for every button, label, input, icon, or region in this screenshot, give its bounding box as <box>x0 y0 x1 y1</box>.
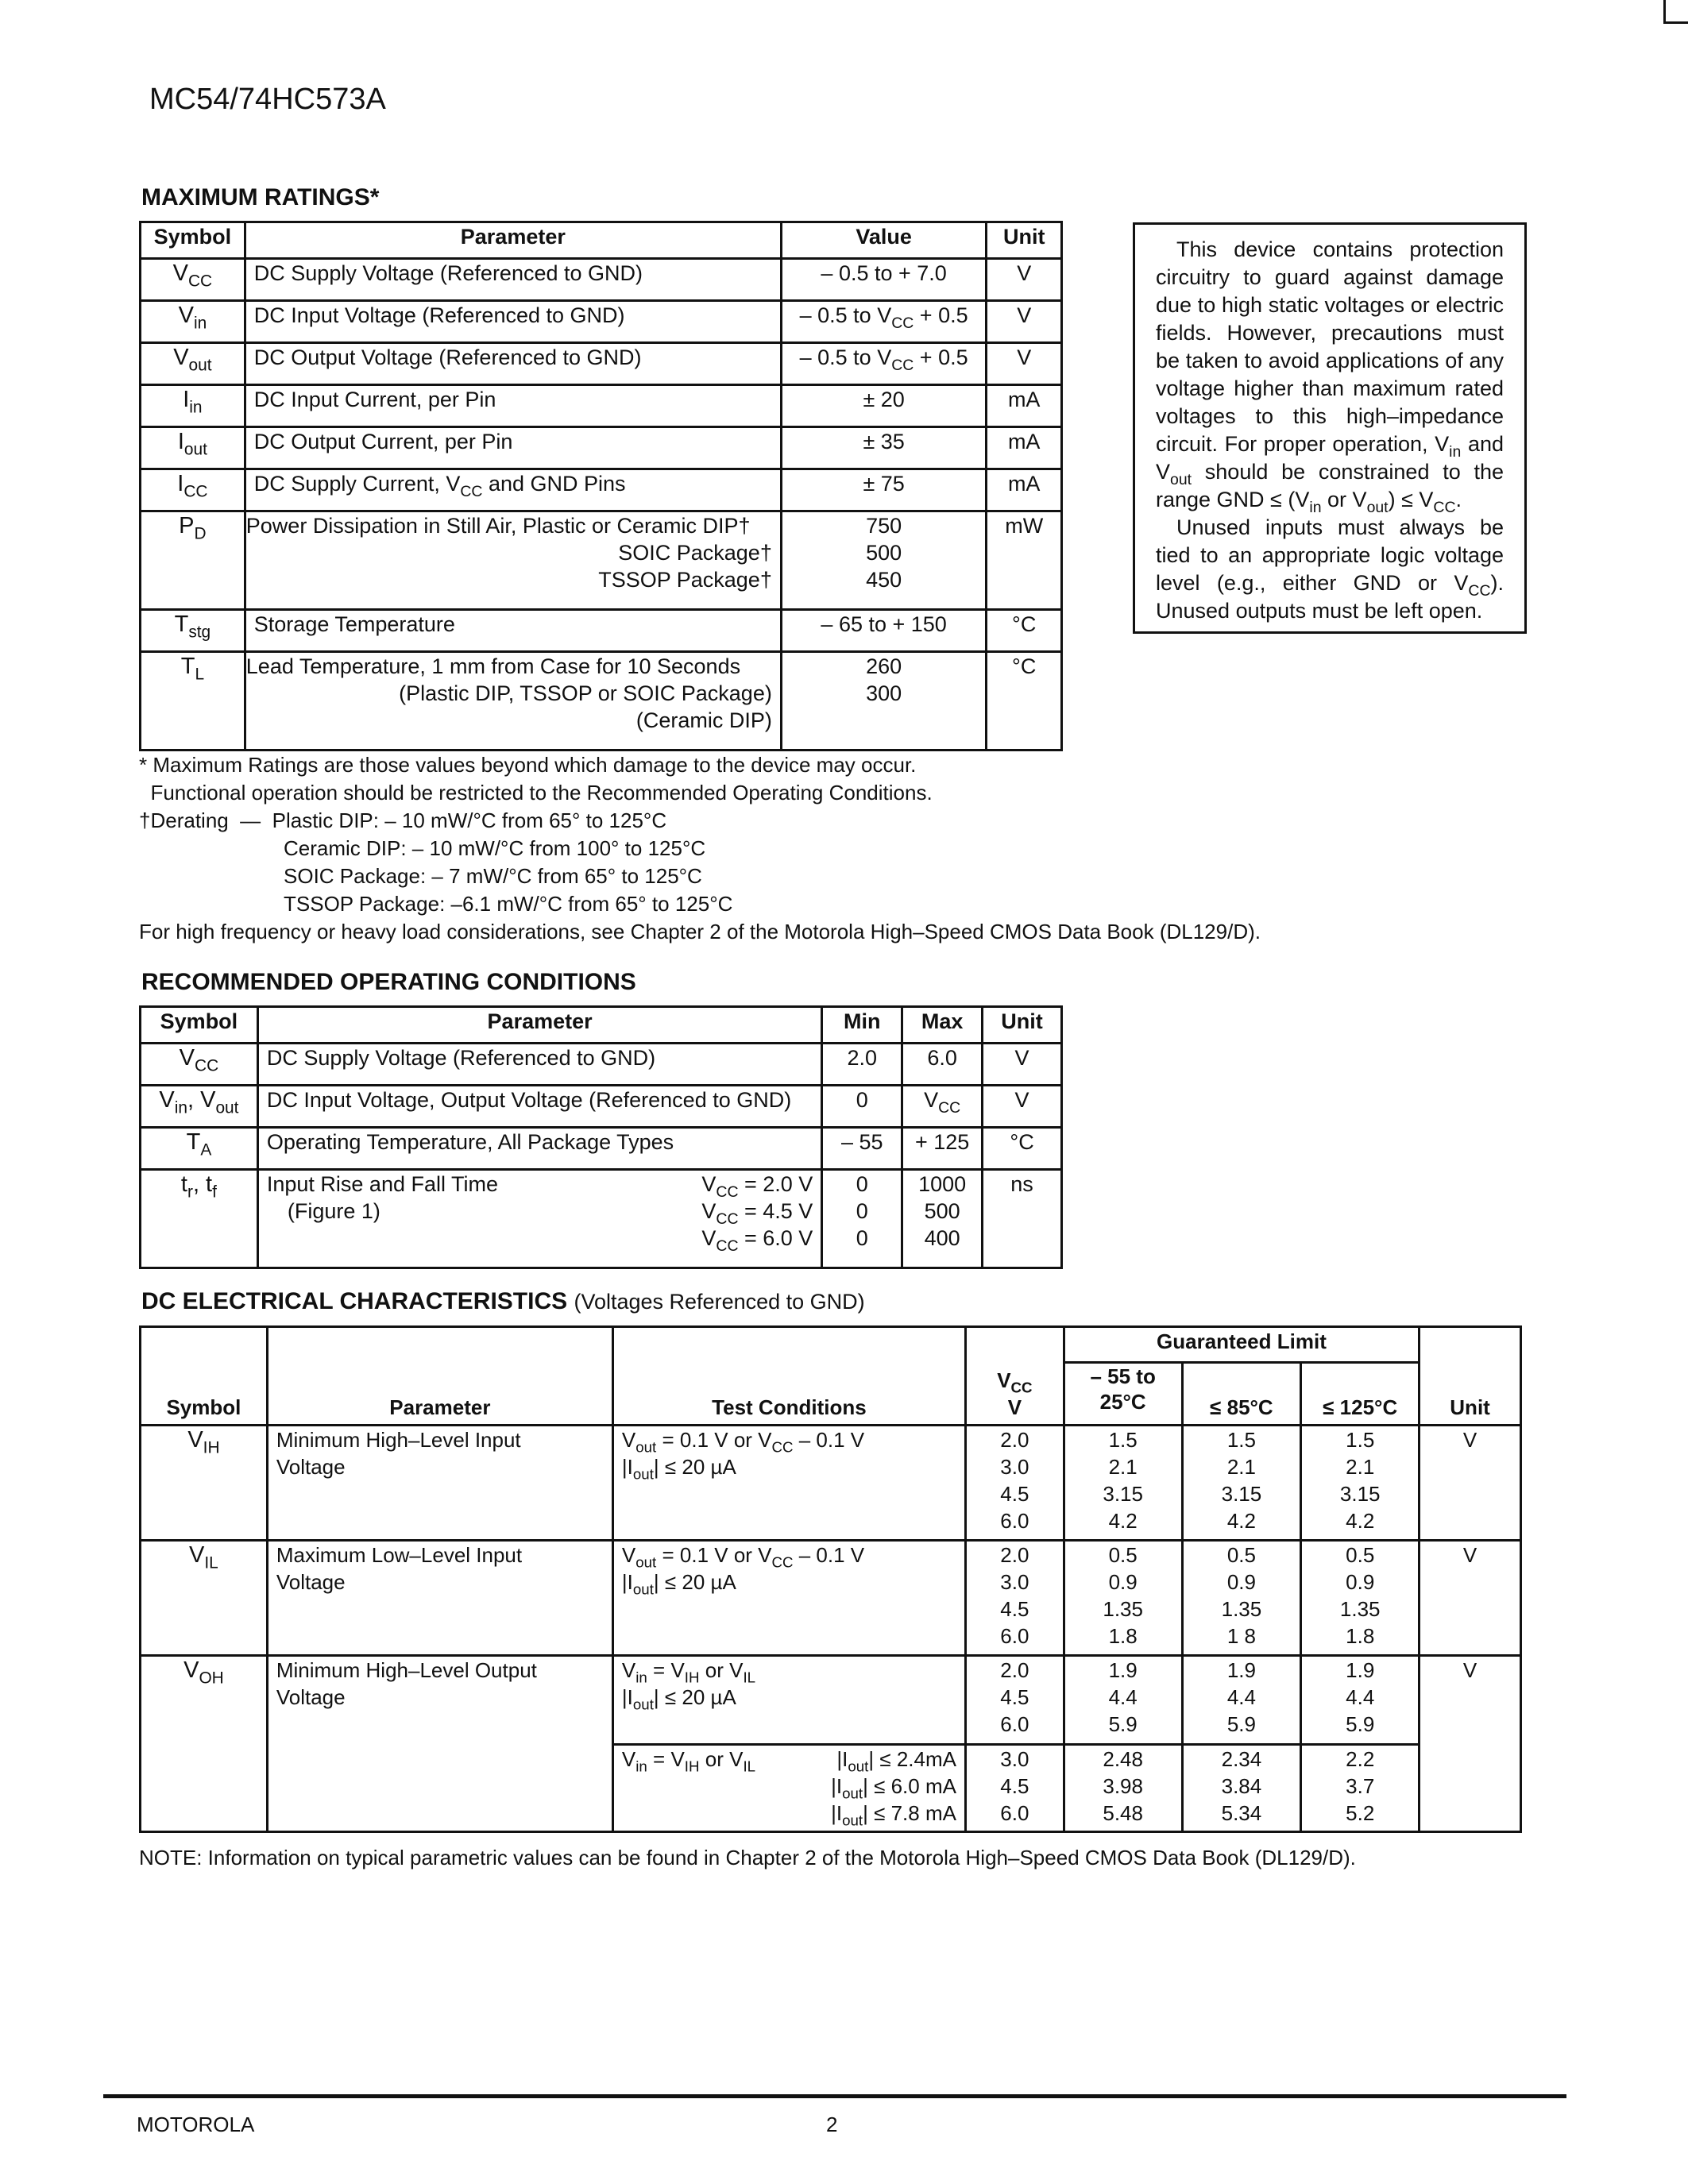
col-header-symbol: Symbol <box>141 1327 268 1426</box>
ratings-note-soic: SOIC Package: – 7 mW/°C from 65° to 125°C <box>284 864 702 888</box>
table-row: $V_{in}$ DC Input Voltage (Referenced to GND) – 0.5 to $V_{CC} + 0.5$ V <box>141 301 1062 343</box>
table-row: $V_{CC}$ DC Supply Voltage (Referenced to GND) – 0.5 to + 7.0 V <box>141 259 1062 301</box>
protection-paragraph-1: This device contains protection circuitry to guard against damage due to high static voltages or electric fields. However, precautions must be taken to avoid applications of any voltage higher than maximum rated voltages to this high–impedance circuit. For proper operation, $V_{in}$ and $V_{out}$ should be constrained to the range GND ≤ ($V_{in}$ or $V_{out}) \le V_{CC}$. <box>1156 237 1504 516</box>
col-header-max: Max <box>902 1007 983 1044</box>
table-row: $P_D$ Power Dissipation in Still Air, Plastic or Ceramic DIP† SOIC Package† TSSOP Package† 750 500 450 mW <box>141 511 1062 610</box>
max-ratings-heading: MAXIMUM RATINGS* <box>141 184 380 210</box>
table-row: $I_{in}$ DC Input Current, per Pin ± 20 mA <box>141 385 1062 427</box>
protection-note-box <box>1133 222 1527 634</box>
col-header-parameter: Parameter <box>267 1327 612 1426</box>
ratings-note-derating: †Derating — Plastic DIP: – 10 mW/°C from 65° to 125°C <box>139 808 667 832</box>
final-note: NOTE: Information on typical parametric values can be found in Chapter 2 of the Motorola High–Speed CMOS Data Book (DL129/D). <box>139 1846 1356 1870</box>
col-header-parameter: Parameter <box>245 222 781 259</box>
table-row: $T_{stg}$ Storage Temperature – 65 to + 150 °C <box>141 610 1062 652</box>
col-header-unit: Unit <box>987 222 1062 259</box>
document-title: MC54/74HC573A <box>149 83 386 116</box>
col-header-temp-25: – 55 to 25°C <box>1064 1363 1182 1426</box>
page-number: 2 <box>826 2113 838 2136</box>
table-row: $V_{CC}$ DC Supply Voltage (Referenced to GND) 2.0 6.0 V <box>141 1044 1062 1086</box>
footer-rule <box>103 2094 1566 2098</box>
col-header-symbol: Symbol <box>141 222 245 259</box>
ratings-note-ceramic: Ceramic DIP: – 10 mW/°C from 100° to 125°C <box>284 836 706 860</box>
table-row: $T_L$ Lead Temperature, 1 mm from Case for 10 Seconds (Plastic DIP, TSSOP or SOIC Package) (Ceramic DIP) 260 300 °C <box>141 652 1062 751</box>
table-row: $I_{out}$ DC Output Current, per Pin ± 35 mA <box>141 427 1062 469</box>
table-row: $I_{CC}$ DC Supply Current, $V_{CC}$ and GND Pins ± 75 mA <box>141 469 1062 511</box>
recommended-conditions-heading: RECOMMENDED OPERATING CONDITIONS <box>141 969 636 995</box>
table-row: $T_A$ Operating Temperature, All Package Types – 55 + 125 °C <box>141 1128 1062 1170</box>
dc-characteristics-heading: DC ELECTRICAL CHARACTERISTICS (Voltages Referenced to GND) <box>141 1288 865 1314</box>
dc-characteristics-table <box>139 1325 1522 1833</box>
table-row: $V_{IH}$ Minimum High–Level Input Voltage $V_{out} = 0.1$ V or $V_{CC} - 0.1$ V $|I_{out}| \le 20$ µA 2.0 3.0 4.5 6.0 1.5 2.1 3.15 4.2 1.5 2.1 3.15 4.2 1.5 2.1 3.15 4.2 V <box>141 1426 1521 1541</box>
table-row: $V_{in} = V_{IH}$ or $V_{IL}$ $|I_{out}| \le 2.4mA$ $|I_{out}| \le 6.0$ mA $|I_{out}| \le 7.8$ mA 3.0 4.5 6.0 2.48 3.98 5.48 2.34 3.84 5.34 2.2 3.7 5.2 <box>141 1745 1521 1832</box>
recommended-conditions-table <box>139 1005 1063 1269</box>
page-corner-mark <box>1663 0 1688 24</box>
max-ratings-table <box>139 221 1063 751</box>
col-header-guaranteed-limit: Guaranteed Limit <box>1064 1327 1419 1363</box>
col-header-min: Min <box>822 1007 902 1044</box>
footer-brand: MOTOROLA <box>137 2113 255 2136</box>
table-row: $V_{out}$ DC Output Voltage (Referenced to GND) – 0.5 to $V_{CC} + 0.5$ V <box>141 343 1062 385</box>
col-header-unit: Unit <box>1420 1327 1521 1426</box>
ratings-note-1: * Maximum Ratings are those values beyond which damage to the device may occur. <box>139 753 917 777</box>
col-header-unit: Unit <box>983 1007 1062 1044</box>
ratings-note-tssop: TSSOP Package: –6.1 mW/°C from 65° to 125°C <box>284 892 733 916</box>
col-header-symbol: Symbol <box>141 1007 258 1044</box>
table-row: $t_r$, $t_f$ Input Rise and Fall Time (Figure 1) $V_{CC} = 2.0$ V $V_{CC} = 4.5$ V $V_{CC} = 6.0$ V 0 0 0 1000 500 400 ns <box>141 1170 1062 1268</box>
table-row: $V_{in}$, $V_{out}$ DC Input Voltage, Output Voltage (Referenced to GND) 0 $V_{CC}$ V <box>141 1086 1062 1128</box>
table-row: $V_{IL}$ Maximum Low–Level Input Voltage $V_{out} = 0.1$ V or $V_{CC} - 0.1$ V $|I_{out}| \le 20$ µA 2.0 3.0 4.5 6.0 0.5 0.9 1.35 1.8 0.5 0.9 1.35 1 8 0.5 0.9 1.35 1.8 V <box>141 1541 1521 1656</box>
col-header-temp-125: ≤ 125°C <box>1301 1363 1420 1426</box>
dc-characteristics-subheading: (Voltages Referenced to GND) <box>574 1290 865 1314</box>
col-header-vcc: $V_{CC}$ V <box>965 1327 1064 1426</box>
table-row: $V_{OH}$ Minimum High–Level Output Voltage $V_{in} = V_{IH}$ or $V_{IL}$ $|I_{out}| \le 20$ µA 2.0 4.5 6.0 1.9 4.4 5.9 1.9 4.4 5.9 1.9 4.4 5.9 V <box>141 1656 1521 1745</box>
ratings-note-high-frequency: For high frequency or heavy load considerations, see Chapter 2 of the Motorola High–Speed CMOS Data Book (DL129/D). <box>139 920 1261 943</box>
col-header-value: Value <box>781 222 987 259</box>
protection-paragraph-2: Unused inputs must always be tied to an appropriate logic voltage level (e.g., either GND or $V_{CC}$). Unused outputs must be left open. <box>1156 515 1504 623</box>
ratings-note-2: Functional operation should be restricted to the Recommended Operating Conditions. <box>139 781 933 805</box>
col-header-parameter: Parameter <box>257 1007 821 1044</box>
col-header-test-conditions: Test Conditions <box>612 1327 965 1426</box>
col-header-temp-85: ≤ 85°C <box>1182 1363 1301 1426</box>
